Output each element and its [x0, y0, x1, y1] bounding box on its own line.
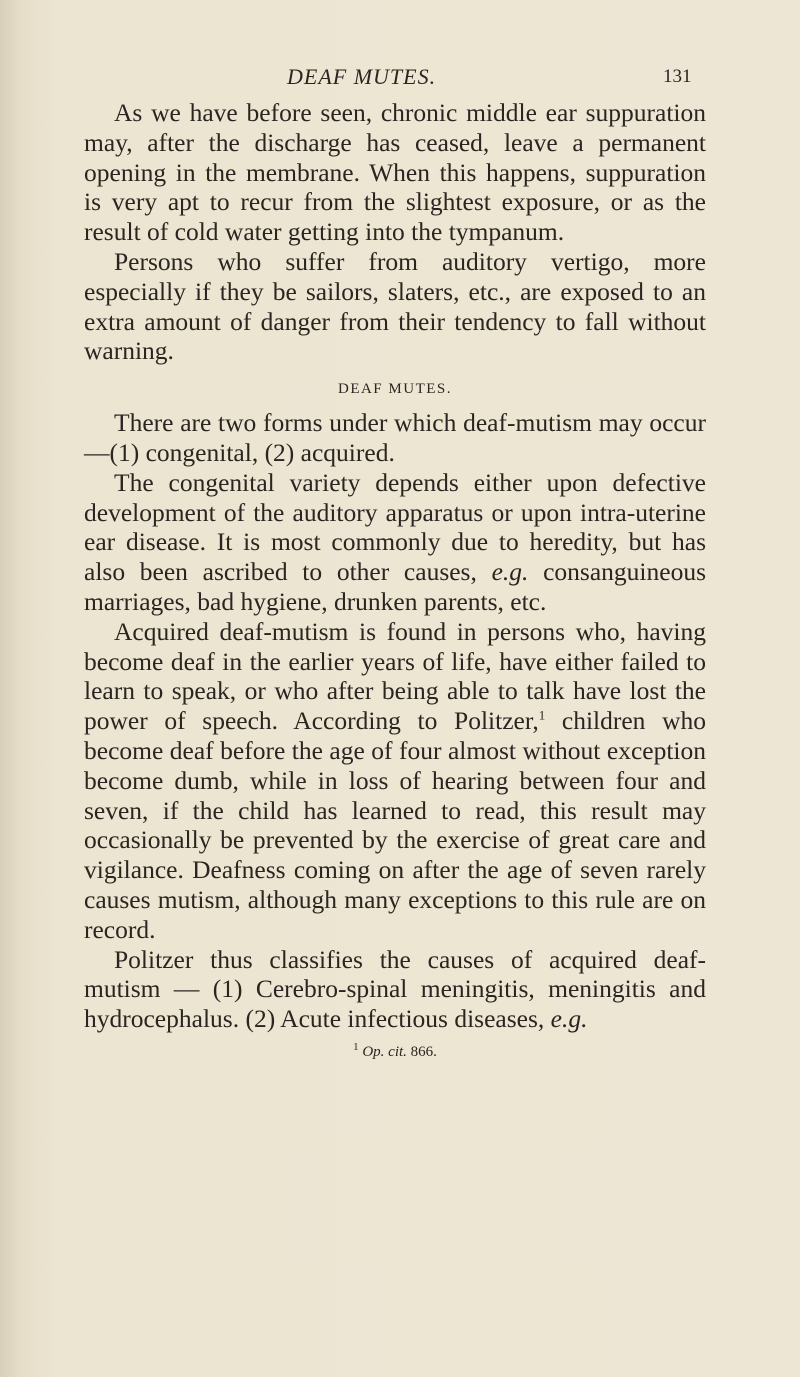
paragraph-auditory-vertigo: Persons who suffer from auditory vertigo, more especially if they be sailors, slaters, etc., are exposed to an extra amount of danger from their tendency to fall without warning. — [84, 246, 706, 366]
paragraph-acquired — [84, 617, 706, 945]
paragraph-congenital — [84, 468, 706, 617]
footnote-abbreviation: Op. cit. — [362, 1043, 407, 1060]
footnote-marker: 1 — [538, 707, 546, 723]
acquired-text-end: children who become deaf before the age of four almost without exception become dumb, while in loss of hearing between four and seven, if the child has learned to read, this result may occasionally be prevented by the exercise of great care and vigilance. Deafness coming on after the age of seven rarely causes mutism, although many exceptions to this rule are on record. — [84, 706, 706, 944]
paragraph-chronic-suppuration: As we have before seen, chronic middle ear suppuration may, after the discharge has ceased, leave a permanent opening in the membrane. When this happens, suppuration is very apt to recur from the slightest exposure, or as the result of cold water getting into the tympanum. — [84, 98, 706, 247]
footnote-number: 1 — [353, 1040, 359, 1053]
paragraph-two-forms: There are two forms under which deaf-mutism may occur—(1) congenital, (2) acquired. — [84, 408, 706, 467]
footnote — [84, 1038, 706, 1061]
running-header — [0, 64, 800, 94]
acquired-text-start: Acquired deaf-mutism is found in persons who, having become deaf in the earlier years of life, have either failed to learn to speak, or who after being able to talk have lost the power of speech. According to Politzer, — [84, 616, 706, 736]
section-heading: DEAF MUTES. — [337, 381, 452, 398]
paragraph-politzer-classification — [84, 945, 706, 1034]
body-text — [84, 98, 706, 1061]
congenital-text-start: The congenital variety depends either upon defective development of the auditory apparatus or upon intra-uterine ear disease. It is most commonly due to heredity, but has also been ascribed to other causes, — [84, 467, 706, 587]
eg-abbreviation: e.g. — [491, 557, 529, 587]
footnote-page: 866. — [410, 1043, 437, 1060]
classification-text: Politzer thus classifies the causes of acquired deaf-mutism — (1) Cerebro-spinal meningitis, meningitis and hydrocephalus. (2) Acute infectious diseases, — [84, 944, 706, 1034]
congenital-text-end: consanguineous marriages, bad hygiene, drunken parents, etc. — [84, 557, 707, 616]
eg-abbreviation: e.g. — [550, 1004, 588, 1034]
running-title: DEAF MUTES. — [287, 64, 437, 89]
page-number: 131 — [663, 66, 692, 87]
